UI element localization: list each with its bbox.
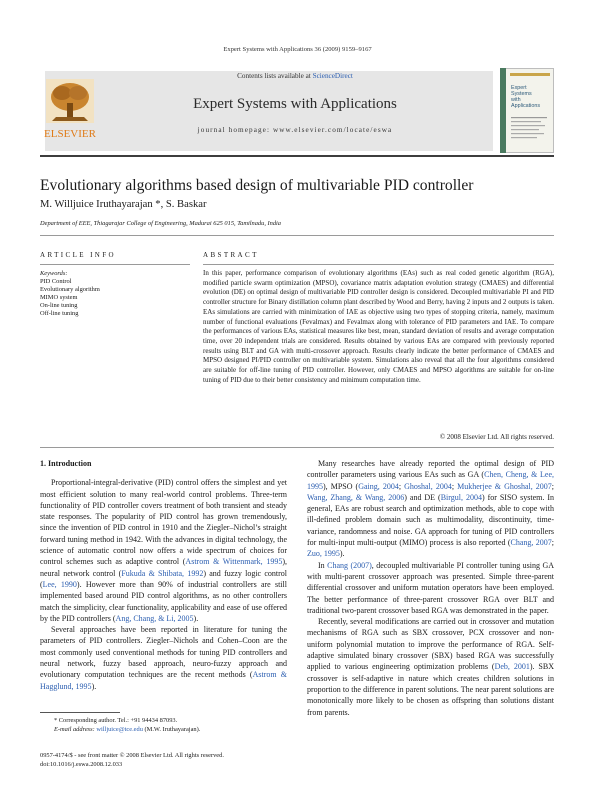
paragraph — [40, 477, 287, 624]
keywords-label: Keywords: — [40, 270, 68, 277]
issn-line: 0957-4174/$ - see front matter © 2008 Elsevier Ltd. All rights reserved. — [40, 752, 224, 759]
copyright-line: © 2008 Elsevier Ltd. All rights reserved. — [439, 433, 554, 441]
text-run: ; — [551, 481, 555, 491]
citation-link[interactable]: Ghoshal, 2004 — [404, 481, 452, 491]
keyword-item: PID Control — [40, 278, 72, 285]
email-link[interactable]: willjuice@tce.edu — [96, 726, 143, 733]
text-run: Several approaches have been reported in literature for tuning the parameters of PID controllers. Ziegler–Nichols and Cohen–Coon are the most commonly used conventional methods for tuning PID controllers and neural network, fuzzy based approach, neuro-fuzzy approach and evolutionary computation techniques are the recent methods ( — [40, 625, 287, 680]
email-note — [40, 725, 290, 734]
citation-link[interactable]: Chang (2007) — [327, 560, 372, 570]
text-run: ) and fuzzy logic control ( — [40, 568, 288, 589]
citation-link[interactable]: Deb, 2001 — [494, 662, 530, 672]
text-run: ; — [398, 481, 405, 491]
text-run: ), neural network control ( — [40, 557, 288, 578]
running-head: Expert Systems with Applications 36 (2009) 9159–9167 — [223, 46, 372, 53]
text-run: , decoupled multivariable PI controller tuning using GA with multi-parent crossover approach was presented. Simple three-parent differential crossover and uniform mutation operators have been employed. The better performance of three-parent crossover RGA over BLT and traditional two-parent crossover based RGA was demonstrated in the paper. — [307, 560, 555, 615]
text-run: Proportional-integral-derivative (PID) control offers the simplest and yet most efficient solution to many real-world control problems. Three-term functionality of PID controller covers treatment of both transient and steady state responses. The popularity of PID control has grown tremendously, since the invention of PID control in 1910 and the Ziegler–Nichol’s straight forward tuning method in 1942. With the advances in digital technology, the science of automatic control now offers a wide spectrum of choices for control schemes such as adaptive control ( — [40, 478, 287, 567]
cover-spine-strip — [500, 68, 506, 153]
citation-link[interactable]: Ang, Chang, & Li, 2005 — [115, 613, 194, 623]
citation-link[interactable]: Mukherjee & Ghoshal, 2007 — [457, 481, 552, 491]
citation-link[interactable]: Astrom & Hagglund, 1995 — [40, 670, 287, 691]
body-column-left — [40, 458, 287, 692]
contents-prefix: Contents lists available at — [237, 72, 313, 80]
article-info-rule — [40, 264, 190, 265]
keyword-item: Off-line tuning — [40, 310, 79, 317]
article-title: Evolutionary algorithms based design of multivariable PID controller — [40, 177, 474, 194]
paragraph — [307, 458, 554, 560]
paragraph — [307, 560, 554, 616]
text-run: ; — [551, 538, 555, 548]
text-run: Recently, several modifications are carried out in crossover and mutation mechanisms of RGA such as SBX crossover, PCX crossover and non-uniform polynomial mutation to improve the performance of RGA. Self-adaptive simulated binary crossover (SBX) based RGA was successfully applied to various engineering optimization problems ( — [307, 617, 554, 672]
author-affiliation: Department of EEE, Thiagarajar College of Engineering, Madurai 625 015, Tamilnadu, India — [40, 220, 282, 227]
text-run: ) and DE ( — [404, 492, 441, 502]
body-column-right — [307, 458, 554, 718]
abstract-heading: ABSTRACT — [203, 251, 259, 259]
doi-line[interactable]: doi:10.1016/j.eswa.2008.12.033 — [40, 761, 123, 768]
sciencedirect-link[interactable]: ScienceDirect — [312, 72, 353, 80]
citation-link[interactable]: Chang, 2007 — [510, 538, 552, 548]
text-run: ; — [451, 481, 458, 491]
contents-line — [100, 72, 490, 80]
citation-link[interactable]: Birgul, 2004 — [440, 492, 482, 502]
publisher-name: ELSEVIER — [44, 128, 96, 140]
citation-link[interactable]: Lee, 1990 — [42, 579, 77, 589]
citation-link[interactable]: Wang, Zhang, & Wang, 2006 — [307, 492, 405, 502]
imprint — [40, 751, 300, 769]
keyword-item: MIMO system — [40, 294, 78, 301]
keyword-item: Evolutionary algorithm — [40, 286, 100, 293]
affiliation-rule — [40, 235, 554, 236]
paragraph — [307, 616, 554, 718]
footnote-rule — [40, 712, 120, 713]
text-run: ). — [193, 613, 199, 623]
text-run: ). However more than 90% of industrial controllers are still implemented based around PID control algorithms, as no other controllers match the simplicity, clear functionality, applicability and ease of use offered by the PID controllers ( — [40, 579, 287, 623]
abstract-rule — [203, 264, 554, 265]
abstract-text: In this paper, performance comparison of evolutionary algorithms (EAs) such as real coded genetic algorithm (RGA), modified particle swarm optimization (MPSO), covariance matrix adaptation evolution strategy (CMAES) and differential evolution (DE) on optimal design of multivariable PID controller design is considered. Decoupled multivariable PI and PID controller structure for Binary distillation column plant described by Wood and Berry, having 2 inputs and 2 outputs is taken. EAs simulations are carried with minimization of IAE as objective using two types of stopping criteria, namely, maximum number of functional evaluations (Fevalmax) and Fevalmax along with tolerance of PID parameters and IAE. To compare the performances of various EAs, statistical measures like best, mean, standard deviation of results and average computation time, over 20 independent trials are considered. Results obtained by various EAs are compared with previously reported results using BLT and GA with multi-crossover approach. Results clearly indicate the better performance of CMAES and MPSO designed PI/PID controller on multivariable system. Simulations also reveal that all the four algorithms considered are suitable for off-line tuning of PID controller. However, only CMAES and MPSO algorithms are suitable for on-line tuning of PID due to their better consistency and minimum computation time. — [203, 269, 554, 384]
email-suffix: (M.W. Iruthayarajan). — [142, 726, 201, 733]
text-run: ). — [91, 681, 97, 691]
journal-cover-art-icon — [501, 69, 553, 152]
abstract-end-rule — [40, 447, 554, 448]
elsevier-tree-logo-icon — [40, 75, 100, 143]
paragraph — [40, 624, 287, 692]
section-heading-introduction: 1. Introduction — [40, 459, 92, 468]
citation-link[interactable]: Gaing, 2004 — [358, 481, 399, 491]
text-run: ). — [339, 549, 345, 559]
keyword-item: On-line tuning — [40, 302, 78, 309]
text-run: ) for SISO system. In general, EAs are robust search and optimization methods, able to cope with ill-defined problem domain such as multimodality, discontinuity, time-variance, randomness and noise. GA approach for tuning of PID controllers for multi-input multi-output (MIMO) process is also reported ( — [307, 492, 554, 548]
journal-cover-thumbnail — [500, 68, 554, 153]
text-run: ), MPSO ( — [323, 481, 359, 491]
citation-link[interactable]: Zuo, 1995 — [307, 549, 340, 559]
cover-title: Expert Systems with Applications — [511, 85, 541, 109]
keywords-block — [40, 270, 190, 318]
text-run: Many researches have already reported the optimal design of PID controller parameters using various EAs such as GA ( — [307, 459, 554, 480]
text-run: In — [318, 560, 328, 570]
email-label: E-mail address: — [54, 726, 97, 733]
citation-link[interactable]: Astrom & Wittenmark, 1995 — [185, 557, 283, 567]
header-rule — [40, 155, 554, 157]
article-info-heading: ARTICLE INFO — [40, 251, 117, 259]
citation-link[interactable]: Chen, Cheng, & Lee, 1995 — [307, 470, 554, 491]
citation-link[interactable]: Fukuda & Shibata, 1992 — [121, 568, 204, 578]
text-run: ). SBX crossover is self-adaptive in nature which creates children solutions in proportion to the difference in parent solutions. The near parent solutions are monotonically more likely to be chosen as offspring than solutions distant from parents. — [307, 662, 554, 717]
journal-title: Expert Systems with Applications — [193, 96, 397, 112]
journal-homepage[interactable]: journal homepage: www.elsevier.com/locate/eswa — [197, 126, 393, 134]
footnotes — [40, 716, 290, 734]
author-list: M. Willjuice Iruthayarajan *, S. Baskar — [40, 199, 207, 210]
corresponding-author-note: * Corresponding author. Tel.: +91 94434 87093. — [54, 717, 178, 724]
